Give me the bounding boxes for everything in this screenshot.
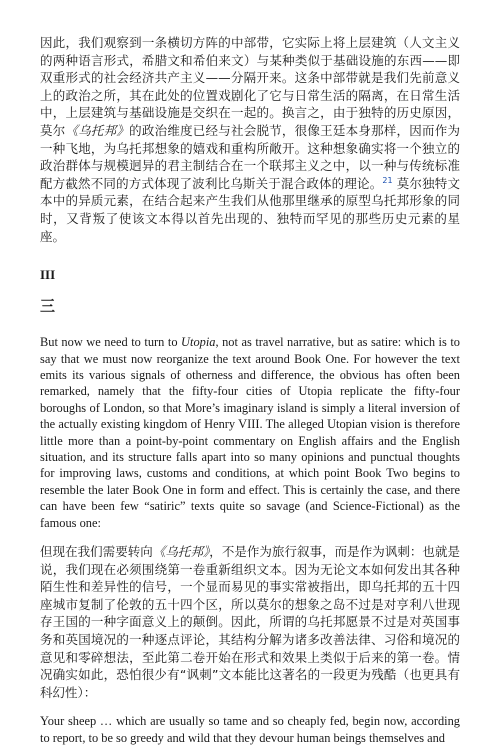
paragraph-zh-1-part-2: 的政治维度已经与社会脱节，很像王廷本身那样，因而作为一种飞地，为乌托邦想象的嬉戏和重构所敞开。这种想象确实将一个独立的政治群体与规模迥异的君主制结合在一个联邦主义之中，以一种与传统标准配方截然不同的方式体现了波利比乌斯关于混合政体的理论。 [40,122,460,191]
book-title-zh-2: 《乌托邦》 [152,544,210,559]
book-title-en: Utopia [181,335,216,350]
footnote-link[interactable]: 21 [382,175,393,185]
paragraph-en-1-part-2: , not as travel narrative, but as satire: which is to say that we must now reorganize the text around Book One. For however the text emits its various signals of otherness and difference, the obvious has often been remarked, namely that the fifty-four cities of Utopia replicate the fifty-four boroughs of London, so that More’s imaginary island is simply a literal inversion of the actually existing kingdom of Henry VIII. The alleged Utopian vision is therefore little more than a point-by-point commentary on English affairs and the English situation, and its structure falls apart into so many opinions and punctual thoughts for improving laws, customs and conditions, at which point Book Two begins to resemble the later Book One in form and effect. This is certainly the case, and there can have been few “satiric” texts quite so savage (and Science-Fictional) as the famous one: [40,335,460,530]
document-page [40,34,460,746]
paragraph-zh-2 [40,543,460,701]
section-heading-roman: III [40,267,56,283]
paragraph-zh-2-part-1: 但现在我们需要转向 [40,544,153,559]
paragraph-zh-1-part-1: 因此，我们观察到一条横切方阵的中部带，它实际上将上层建筑（人文主义的两种语言形式，希腊文和希伯来文）与某种类似于基础设施的东西——即双重形式的社会经济共产主义——分隔开来。这条中部带就是我们先前意义上的政治之所，其在此处的位置戏剧化了它与日常生活的隔离，在日常生活中，上层建筑与基础设施是交织在一起的。换言之，由于独特的历史原因，莫尔 [40,35,460,138]
paragraph-zh-2-part-2: ，不是作为旅行叙事，而是作为讽刺：也就是说，我们现在必须围绕第一卷重新组织文本。因为无论文本如何发出其各种陌生性和差异性的信号，一个显而易见的事实常被指出，即乌托邦的五十四座城市复制了伦敦的五十四个区，所以莫尔的想象之岛不过是对亨利八世现存王国的一种字面意义上的颠倒。因此，所谓的乌托邦愿景不过是对英国事务和英国境况的一种逐点评论，其结构分解为诸多改善法律、习俗和境况的意见和零碎想法，至此第二卷开始在形式和效果上类似于后来的第一卷。情况确实如此，恐怕很少有“讽刺”文本能比这著名的一段更为残酷（也更具有科幻性）： [40,544,460,700]
paragraph-zh-1-part-3: 莫尔独特文本中的异质元素，在结合起来产生我们从他那里继承的原型乌托邦形象的同时，又背叛了使该文本得以首先出现的、独特而罕见的那些历史元素的星座。 [40,175,460,244]
paragraph-en-1 [40,334,460,531]
section-heading-zh: 三 [40,297,56,316]
paragraph-en-2: Your sheep … which are usually so tame and so cheaply fed, begin now, according to report, to be so greedy and wild that they devour human beings themselves and [40,714,460,745]
paragraph-en-1-part-1: But now we need to turn to [40,335,182,350]
book-title-zh: 《乌托邦》 [65,122,130,138]
paragraph-zh-1 [40,34,460,245]
